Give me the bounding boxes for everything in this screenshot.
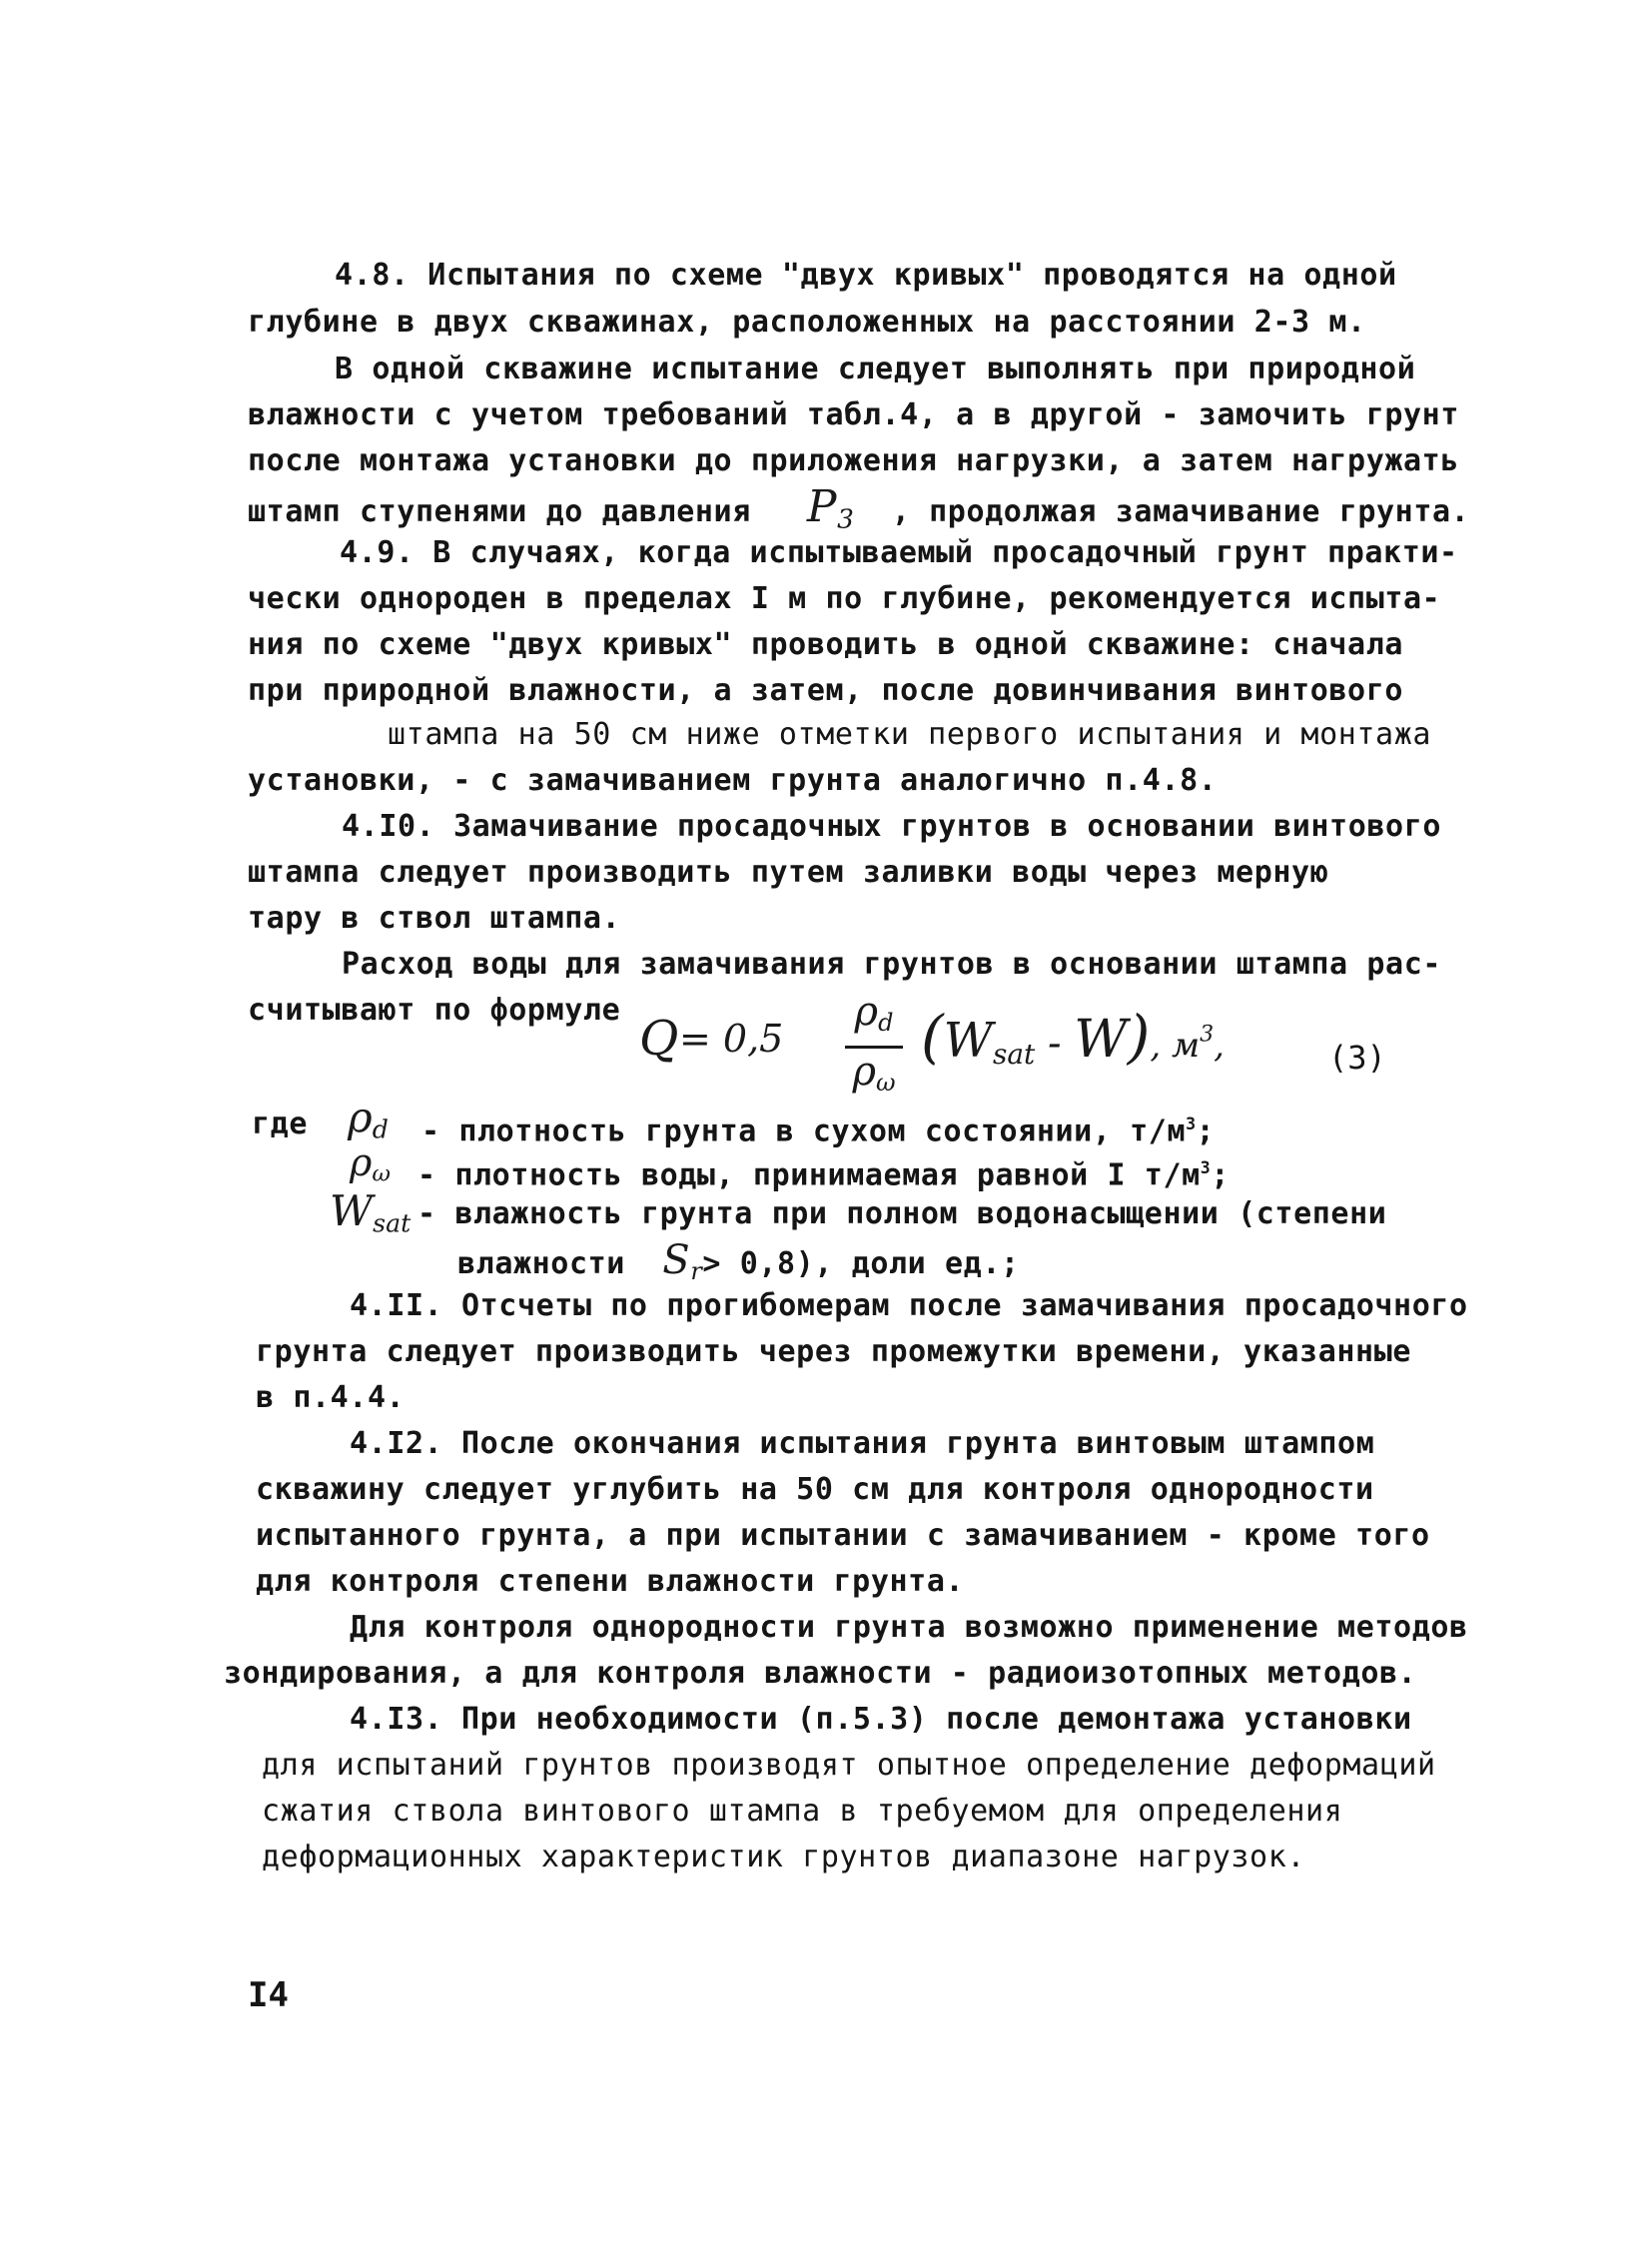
paragraph-4-9-line-2: чески однороден в пределах I м по глубине, рекомендуется испыта-: [248, 581, 1441, 616]
paragraph-4-11-line-1: 4.II. Отсчеты по прогибомерам после замачивания просадочного: [350, 1288, 1468, 1323]
rho-w-symbol: $\rho_\omega$: [350, 1140, 391, 1187]
formula-number: (3): [1328, 1039, 1386, 1077]
s-r-symbol: $S_r$: [662, 1237, 703, 1285]
paragraph-4-9-line-3: ния по схеме "двух кривых" проводить в одной скважине: сначала: [248, 627, 1404, 662]
where-label: где: [252, 1107, 308, 1141]
paragraph-4-8b-line-3: после монтажа установки до приложения нагрузки, а затем нагружать: [248, 443, 1459, 478]
paragraph-4-9-line-1: 4.9. В случаях, когда испытываемый просадочный грунт практи-: [340, 535, 1458, 570]
paragraph-4-12b-line-2: зондирования, а для контроля влажности - радиоизотопных методов.: [224, 1656, 1417, 1691]
formula-coefficient: = 0,5: [679, 1017, 784, 1061]
page-number: I4: [248, 1975, 289, 2015]
fraction-numerator: $\rho_d$: [854, 989, 894, 1037]
paragraph-4-13-line-3: сжатия ствола винтового штампа в требуемом для определения: [262, 1794, 1343, 1829]
paragraph-4-12-line-1: 4.I2. После окончания испытания грунта винтовым штампом: [350, 1426, 1375, 1461]
paragraph-4-10-line-3: тару в ствол штампа.: [248, 901, 621, 936]
definition-w-sat-line-1: - влажность грунта при полном водонасыщении (степени: [417, 1196, 1387, 1231]
paragraph-4-9-line-6: установки, - с замачиванием грунта аналогично п.4.8.: [248, 763, 1218, 798]
paragraph-4-12-line-3: испытанного грунта, а при испытании с замачиванием - кроме того: [256, 1518, 1430, 1553]
paragraph-4-10b-line-1: Расход воды для замачивания грунтов в основании штампа рас-: [342, 947, 1442, 982]
paragraph-4-11-line-3: в п.4.4.: [256, 1380, 406, 1415]
definition-rho-d: - плотность грунта в сухом состоянии, $т/м^3$;: [421, 1114, 1216, 1149]
definition-rho-w: - плотность воды, принимаемая равной I $т/м^3$;: [417, 1157, 1231, 1193]
fraction-denominator: $\rho_\omega$: [852, 1049, 896, 1097]
formula-bracket-group: $(W_{sat} - W)$, $м^3$,: [921, 1003, 1225, 1071]
paragraph-4-13-line-1: 4.I3. При необходимости (п.5.3) после демонтажа установки: [350, 1702, 1412, 1737]
paragraph-4-8b-line-1: В одной скважине испытание следует выполнять при природной: [335, 352, 1416, 386]
w-sat-symbol: $W_{sat}$: [330, 1186, 412, 1238]
paragraph-4-12-line-4: для контроля степени влажности грунта.: [256, 1564, 965, 1599]
formula-fraction: [839, 989, 909, 1106]
paragraph-4-10-line-2: штампа следует производить путем заливки воды через мерную: [248, 855, 1329, 890]
paragraph-4-8-line-1: 4.8. Испытания по схеме "двух кривых" проводятся на одной: [335, 258, 1397, 293]
paragraph-4-13-line-2: для испытаний грунтов производят опытное определение деформаций: [262, 1748, 1436, 1783]
paragraph-4-9-line-5: штампа на 50 см ниже отметки первого испытания и монтажа: [388, 717, 1432, 752]
pressure-symbol: $P_3$: [806, 481, 855, 535]
paragraph-4-8b-line-2: влажности с учетом требований табл.4, а в другой - замочить грунт: [248, 397, 1459, 432]
paragraph-4-10-line-1: 4.I0. Замачивание просадочных грунтов в основании винтового: [342, 809, 1442, 844]
paragraph-4-13-line-4: деформационных характеристик грунтов диапазоне нагрузок.: [262, 1840, 1306, 1874]
paragraph-4-9-line-4: при природной влажности, а затем, после довинчивания винтового: [248, 673, 1404, 708]
paragraph-4-10b-line-2: считывают по формуле: [248, 993, 621, 1028]
paragraph-4-8b-line-4: [248, 481, 1470, 538]
rho-d-symbol: $\rho_d$: [348, 1093, 389, 1144]
text-segment: штамп ступенями до давления: [248, 494, 751, 529]
text-segment: , продолжая замачивание грунта.: [891, 494, 1470, 529]
formula-lhs: Q: [639, 1011, 679, 1067]
paragraph-4-11-line-2: грунта следует производить через промежутки времени, указанные: [256, 1334, 1412, 1369]
paragraph-4-12-line-2: скважину следует углубить на 50 см для контроля однородности: [256, 1472, 1374, 1507]
paragraph-4-8-line-2: глубине в двух скважинах, расположенных на расстоянии 2-3 м.: [248, 305, 1366, 340]
formula-3: [639, 989, 1278, 1097]
definition-w-sat-line-2: влажности $S_r> 0,8$), доли ед.;: [457, 1237, 1020, 1285]
paragraph-4-12b-line-1: Для контроля однородности грунта возможно применение методов: [350, 1610, 1468, 1645]
